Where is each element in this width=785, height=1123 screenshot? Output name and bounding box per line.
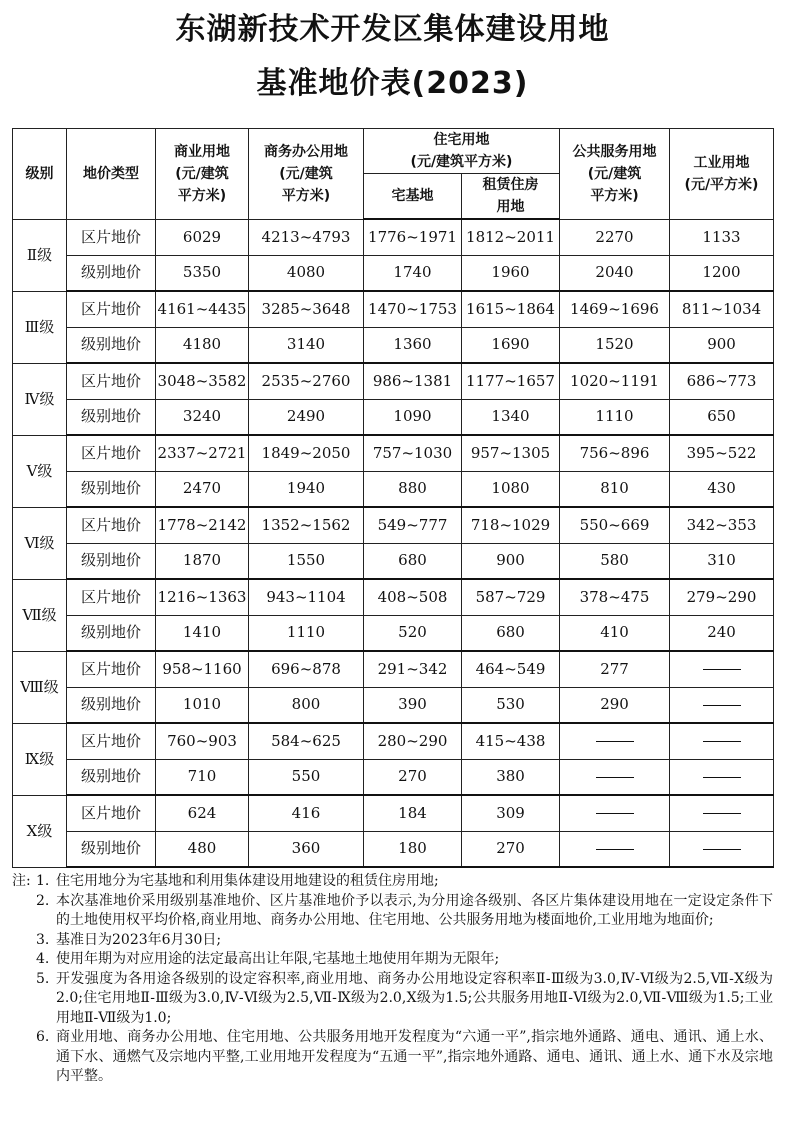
- notes-indent: [12, 950, 36, 970]
- not-applicable-dash: [596, 849, 634, 850]
- price-cell-commercial: 710: [156, 759, 249, 795]
- price-cell-commercial: 1216~1363: [156, 579, 249, 615]
- notes-section: [12, 872, 773, 1087]
- notes-indent: [12, 970, 36, 1029]
- not-applicable-dash: [703, 849, 741, 850]
- price-cell-industrial: 650: [670, 399, 774, 435]
- price-cell-public: [560, 795, 670, 831]
- header-public-line2: (元/建筑: [587, 165, 642, 182]
- note-number: 3.: [36, 931, 50, 948]
- price-type-cell: 区片地价: [67, 435, 156, 471]
- price-cell-homestead: 1740: [364, 255, 462, 291]
- price-cell-rental: 530: [462, 687, 560, 723]
- price-type-cell: 区片地价: [67, 651, 156, 687]
- price-cell-homestead: 1360: [364, 327, 462, 363]
- price-cell-rental: 587~729: [462, 579, 560, 615]
- price-cell-office: 1550: [249, 543, 364, 579]
- price-cell-office: 360: [249, 831, 364, 867]
- price-cell-public: 410: [560, 615, 670, 651]
- header-rental: [462, 174, 560, 220]
- price-cell-commercial: 1870: [156, 543, 249, 579]
- header-homestead: 宅基地: [364, 174, 462, 220]
- price-cell-industrial: [670, 687, 774, 723]
- price-cell-commercial: 624: [156, 795, 249, 831]
- note-text: 商业用地、商务办公用地、住宅用地、公共服务用地开发程度为“六通一平”,指宗地外通路、通电、通讯、通上水、通下水、通燃气及宗地内平整,工业用地开发程度为“五通一平”,指宗地外通路、通电、通讯、通上水、通下水及宗地内平整。: [56, 1029, 773, 1084]
- price-cell-rental: 957~1305: [462, 435, 560, 471]
- price-cell-public: 2040: [560, 255, 670, 291]
- price-cell-homestead: 1776~1971: [364, 219, 462, 255]
- price-cell-office: 3285~3648: [249, 291, 364, 327]
- not-applicable-dash: [703, 669, 741, 670]
- header-commercial: [156, 129, 249, 220]
- price-cell-rental: 415~438: [462, 723, 560, 759]
- price-cell-office: 4213~4793: [249, 219, 364, 255]
- table-row: [13, 507, 774, 543]
- price-cell-rental: 1177~1657: [462, 363, 560, 399]
- note-number: 5.: [36, 970, 50, 987]
- header-residential-line1: 住宅用地: [433, 132, 490, 148]
- price-type-cell: 级别地价: [67, 687, 156, 723]
- price-cell-office: 1110: [249, 615, 364, 651]
- header-industrial-line1: 工业用地: [693, 154, 750, 171]
- price-cell-office: 2535~2760: [249, 363, 364, 399]
- price-cell-commercial: 760~903: [156, 723, 249, 759]
- price-cell-industrial: 900: [670, 327, 774, 363]
- price-cell-commercial: 1010: [156, 687, 249, 723]
- table-row: [13, 399, 774, 435]
- price-cell-office: 4080: [249, 255, 364, 291]
- header-rental-line1: 租赁住房: [482, 177, 539, 193]
- price-cell-public: 1469~1696: [560, 291, 670, 327]
- note-text: 基准日为2023年6月30日;: [56, 931, 222, 948]
- level-label: Ⅴ级: [13, 435, 67, 507]
- header-office: [249, 129, 364, 220]
- price-cell-industrial: [670, 831, 774, 867]
- price-cell-public: 810: [560, 471, 670, 507]
- price-cell-rental: 1340: [462, 399, 560, 435]
- land-price-table: [12, 128, 774, 868]
- table-row: [13, 471, 774, 507]
- price-cell-rental: 380: [462, 759, 560, 795]
- price-cell-public: 550~669: [560, 507, 670, 543]
- level-label: Ⅵ级: [13, 507, 67, 579]
- price-cell-rental: 718~1029: [462, 507, 560, 543]
- note-number: 2.: [36, 892, 50, 909]
- price-type-cell: 级别地价: [67, 615, 156, 651]
- table-row: [13, 291, 774, 327]
- price-cell-homestead: 408~508: [364, 579, 462, 615]
- price-cell-public: 277: [560, 651, 670, 687]
- price-cell-office: 800: [249, 687, 364, 723]
- price-cell-rental: 1080: [462, 471, 560, 507]
- price-type-cell: 区片地价: [67, 363, 156, 399]
- price-cell-public: [560, 831, 670, 867]
- price-cell-commercial: 5350: [156, 255, 249, 291]
- header-industrial-line2: (元/平方米): [684, 176, 759, 193]
- price-cell-commercial: 2337~2721: [156, 435, 249, 471]
- price-cell-homestead: 549~777: [364, 507, 462, 543]
- not-applicable-dash: [703, 705, 741, 706]
- price-type-cell: 级别地价: [67, 399, 156, 435]
- page-title: 东湖新技术开发区集体建设用地: [175, 12, 610, 47]
- header-public: [560, 129, 670, 220]
- price-cell-public: 756~896: [560, 435, 670, 471]
- price-cell-rental: 680: [462, 615, 560, 651]
- price-cell-homestead: 880: [364, 471, 462, 507]
- not-applicable-dash: [596, 741, 634, 742]
- price-cell-office: 1849~2050: [249, 435, 364, 471]
- price-cell-industrial: 279~290: [670, 579, 774, 615]
- price-cell-industrial: 1200: [670, 255, 774, 291]
- price-cell-industrial: [670, 723, 774, 759]
- table-row: [13, 327, 774, 363]
- price-cell-homestead: 1470~1753: [364, 291, 462, 327]
- table-row: [13, 831, 774, 867]
- price-cell-homestead: 291~342: [364, 651, 462, 687]
- price-cell-public: 2270: [560, 219, 670, 255]
- price-cell-homestead: 520: [364, 615, 462, 651]
- header-residential: [364, 129, 560, 174]
- price-cell-public: 1110: [560, 399, 670, 435]
- price-cell-rental: 1960: [462, 255, 560, 291]
- price-cell-commercial: 1410: [156, 615, 249, 651]
- price-type-cell: 级别地价: [67, 759, 156, 795]
- price-type-cell: 级别地价: [67, 471, 156, 507]
- price-type-cell: 区片地价: [67, 795, 156, 831]
- header-office-line1: 商务办公用地: [264, 143, 348, 160]
- price-cell-rental: 1812~2011: [462, 219, 560, 255]
- price-cell-industrial: 310: [670, 543, 774, 579]
- note-text: 使用年期为对应用途的法定最高出让年限,宅基地土地使用年期为无限年;: [56, 951, 500, 967]
- price-cell-office: 943~1104: [249, 579, 364, 615]
- price-cell-industrial: 430: [670, 471, 774, 507]
- price-cell-industrial: 240: [670, 615, 774, 651]
- note-item: [12, 892, 773, 931]
- notes-indent: [12, 1028, 36, 1087]
- header-level: 级别: [13, 129, 67, 220]
- price-type-cell: 区片地价: [67, 723, 156, 759]
- note-item: [12, 931, 773, 951]
- price-cell-rental: 900: [462, 543, 560, 579]
- price-type-cell: 级别地价: [67, 327, 156, 363]
- header-commercial-line1: 商业用地: [174, 143, 230, 160]
- table-row: [13, 759, 774, 795]
- price-cell-industrial: [670, 651, 774, 687]
- note-number: 6.: [36, 1029, 50, 1045]
- price-cell-rental: 309: [462, 795, 560, 831]
- price-cell-industrial: [670, 759, 774, 795]
- table-row: [13, 255, 774, 291]
- price-cell-homestead: 1090: [364, 399, 462, 435]
- price-type-cell: 区片地价: [67, 219, 156, 255]
- price-cell-public: 1020~1191: [560, 363, 670, 399]
- note-item: [12, 950, 773, 970]
- price-cell-public: 1520: [560, 327, 670, 363]
- price-cell-office: 416: [249, 795, 364, 831]
- level-label: Ⅸ级: [13, 723, 67, 795]
- price-cell-commercial: 2470: [156, 471, 249, 507]
- table-row: [13, 651, 774, 687]
- price-cell-industrial: 395~522: [670, 435, 774, 471]
- level-label: Ⅳ级: [13, 363, 67, 435]
- not-applicable-dash: [703, 813, 741, 814]
- price-type-cell: 区片地价: [67, 507, 156, 543]
- table-row: [13, 363, 774, 399]
- note-item: [12, 872, 773, 892]
- price-cell-office: 3140: [249, 327, 364, 363]
- price-cell-office: 1940: [249, 471, 364, 507]
- price-cell-homestead: 680: [364, 543, 462, 579]
- price-cell-homestead: 390: [364, 687, 462, 723]
- price-cell-industrial: 342~353: [670, 507, 774, 543]
- header-industrial: [670, 129, 774, 220]
- table-row: [13, 579, 774, 615]
- header-residential-line2: (元/建筑平方米): [410, 154, 513, 170]
- price-cell-commercial: 958~1160: [156, 651, 249, 687]
- price-cell-public: 290: [560, 687, 670, 723]
- table-row: [13, 795, 774, 831]
- note-number: 4.: [36, 951, 50, 967]
- price-cell-commercial: 1778~2142: [156, 507, 249, 543]
- price-cell-industrial: 686~773: [670, 363, 774, 399]
- price-cell-public: 378~475: [560, 579, 670, 615]
- price-cell-office: 2490: [249, 399, 364, 435]
- price-cell-industrial: 811~1034: [670, 291, 774, 327]
- note-text: 住宅用地分为宅基地和利用集体建设用地建设的租赁住房用地;: [56, 873, 439, 889]
- not-applicable-dash: [596, 813, 634, 814]
- price-cell-commercial: 480: [156, 831, 249, 867]
- price-cell-office: 1352~1562: [249, 507, 364, 543]
- price-type-cell: 级别地价: [67, 255, 156, 291]
- note-text: 开发强度为各用途各级别的设定容积率,商业用地、商务办公用地设定容积率Ⅱ-Ⅲ级为3.0,Ⅳ-Ⅵ级为2.5,Ⅶ-Ⅹ级为2.0;住宅用地Ⅱ-Ⅲ级为3.0,Ⅳ-Ⅵ级为2.5,Ⅶ-Ⅸ级为2.0,Ⅹ级为1.5;公共服务用地Ⅱ-Ⅵ级为2.0,Ⅶ-Ⅷ级为1.5;工业用地Ⅱ-Ⅶ级为1.0;: [56, 970, 773, 1026]
- price-cell-office: 696~878: [249, 651, 364, 687]
- price-cell-commercial: 4180: [156, 327, 249, 363]
- price-cell-office: 550: [249, 759, 364, 795]
- header-public-line1: 公共服务用地: [572, 143, 657, 160]
- price-cell-homestead: 280~290: [364, 723, 462, 759]
- header-row-1: [13, 129, 774, 174]
- header-commercial-line3: 平方米): [177, 187, 227, 204]
- note-item: [12, 970, 773, 1029]
- level-label: Ⅲ级: [13, 291, 67, 363]
- table-row: [13, 543, 774, 579]
- price-cell-commercial: 3240: [156, 399, 249, 435]
- price-cell-industrial: 1133: [670, 219, 774, 255]
- price-cell-commercial: 3048~3582: [156, 363, 249, 399]
- price-type-cell: 区片地价: [67, 579, 156, 615]
- price-cell-homestead: 184: [364, 795, 462, 831]
- table-row: [13, 687, 774, 723]
- note-item: [12, 1028, 773, 1087]
- page-subtitle: 基准地价表(2023): [256, 66, 529, 101]
- price-cell-homestead: 986~1381: [364, 363, 462, 399]
- price-cell-commercial: 6029: [156, 219, 249, 255]
- price-cell-homestead: 180: [364, 831, 462, 867]
- level-label: Ⅹ级: [13, 795, 67, 867]
- table-row: [13, 435, 774, 471]
- not-applicable-dash: [703, 777, 741, 778]
- level-label: Ⅱ级: [13, 219, 67, 291]
- header-price-type: 地价类型: [67, 129, 156, 220]
- price-cell-homestead: 757~1030: [364, 435, 462, 471]
- level-label: Ⅶ级: [13, 579, 67, 651]
- note-number: 1.: [36, 873, 50, 889]
- price-cell-commercial: 4161~4435: [156, 291, 249, 327]
- table-row: [13, 723, 774, 759]
- price-cell-rental: 270: [462, 831, 560, 867]
- note-text: 本次基准地价采用级别基准地价、区片基准地价予以表示,为分用途各级别、各区片集体建设用地在一定设定条件下的土地使用权平均价格,商业用地、商务办公用地、住宅用地、公共服务用地为楼面地价,工业用地为地面价;: [56, 892, 773, 928]
- header-commercial-line2: (元/建筑: [175, 165, 229, 182]
- not-applicable-dash: [596, 777, 634, 778]
- header-office-line2: (元/建筑: [279, 165, 333, 182]
- header-office-line3: 平方米): [281, 187, 331, 204]
- price-cell-public: [560, 723, 670, 759]
- price-cell-rental: 464~549: [462, 651, 560, 687]
- price-cell-public: 580: [560, 543, 670, 579]
- price-cell-industrial: [670, 795, 774, 831]
- not-applicable-dash: [703, 741, 741, 742]
- price-type-cell: 级别地价: [67, 543, 156, 579]
- price-type-cell: 区片地价: [67, 291, 156, 327]
- notes-lead: 注:: [12, 873, 31, 889]
- level-label: Ⅷ级: [13, 651, 67, 723]
- price-cell-homestead: 270: [364, 759, 462, 795]
- price-cell-rental: 1615~1864: [462, 291, 560, 327]
- table-row: [13, 615, 774, 651]
- price-cell-public: [560, 759, 670, 795]
- price-cell-rental: 1690: [462, 327, 560, 363]
- price-cell-office: 584~625: [249, 723, 364, 759]
- header-public-line3: 平方米): [590, 187, 639, 204]
- price-type-cell: 级别地价: [67, 831, 156, 867]
- header-rental-line2: 用地: [496, 199, 525, 215]
- notes-indent: [12, 892, 36, 931]
- notes-indent: [12, 931, 36, 951]
- table-row: [13, 219, 774, 255]
